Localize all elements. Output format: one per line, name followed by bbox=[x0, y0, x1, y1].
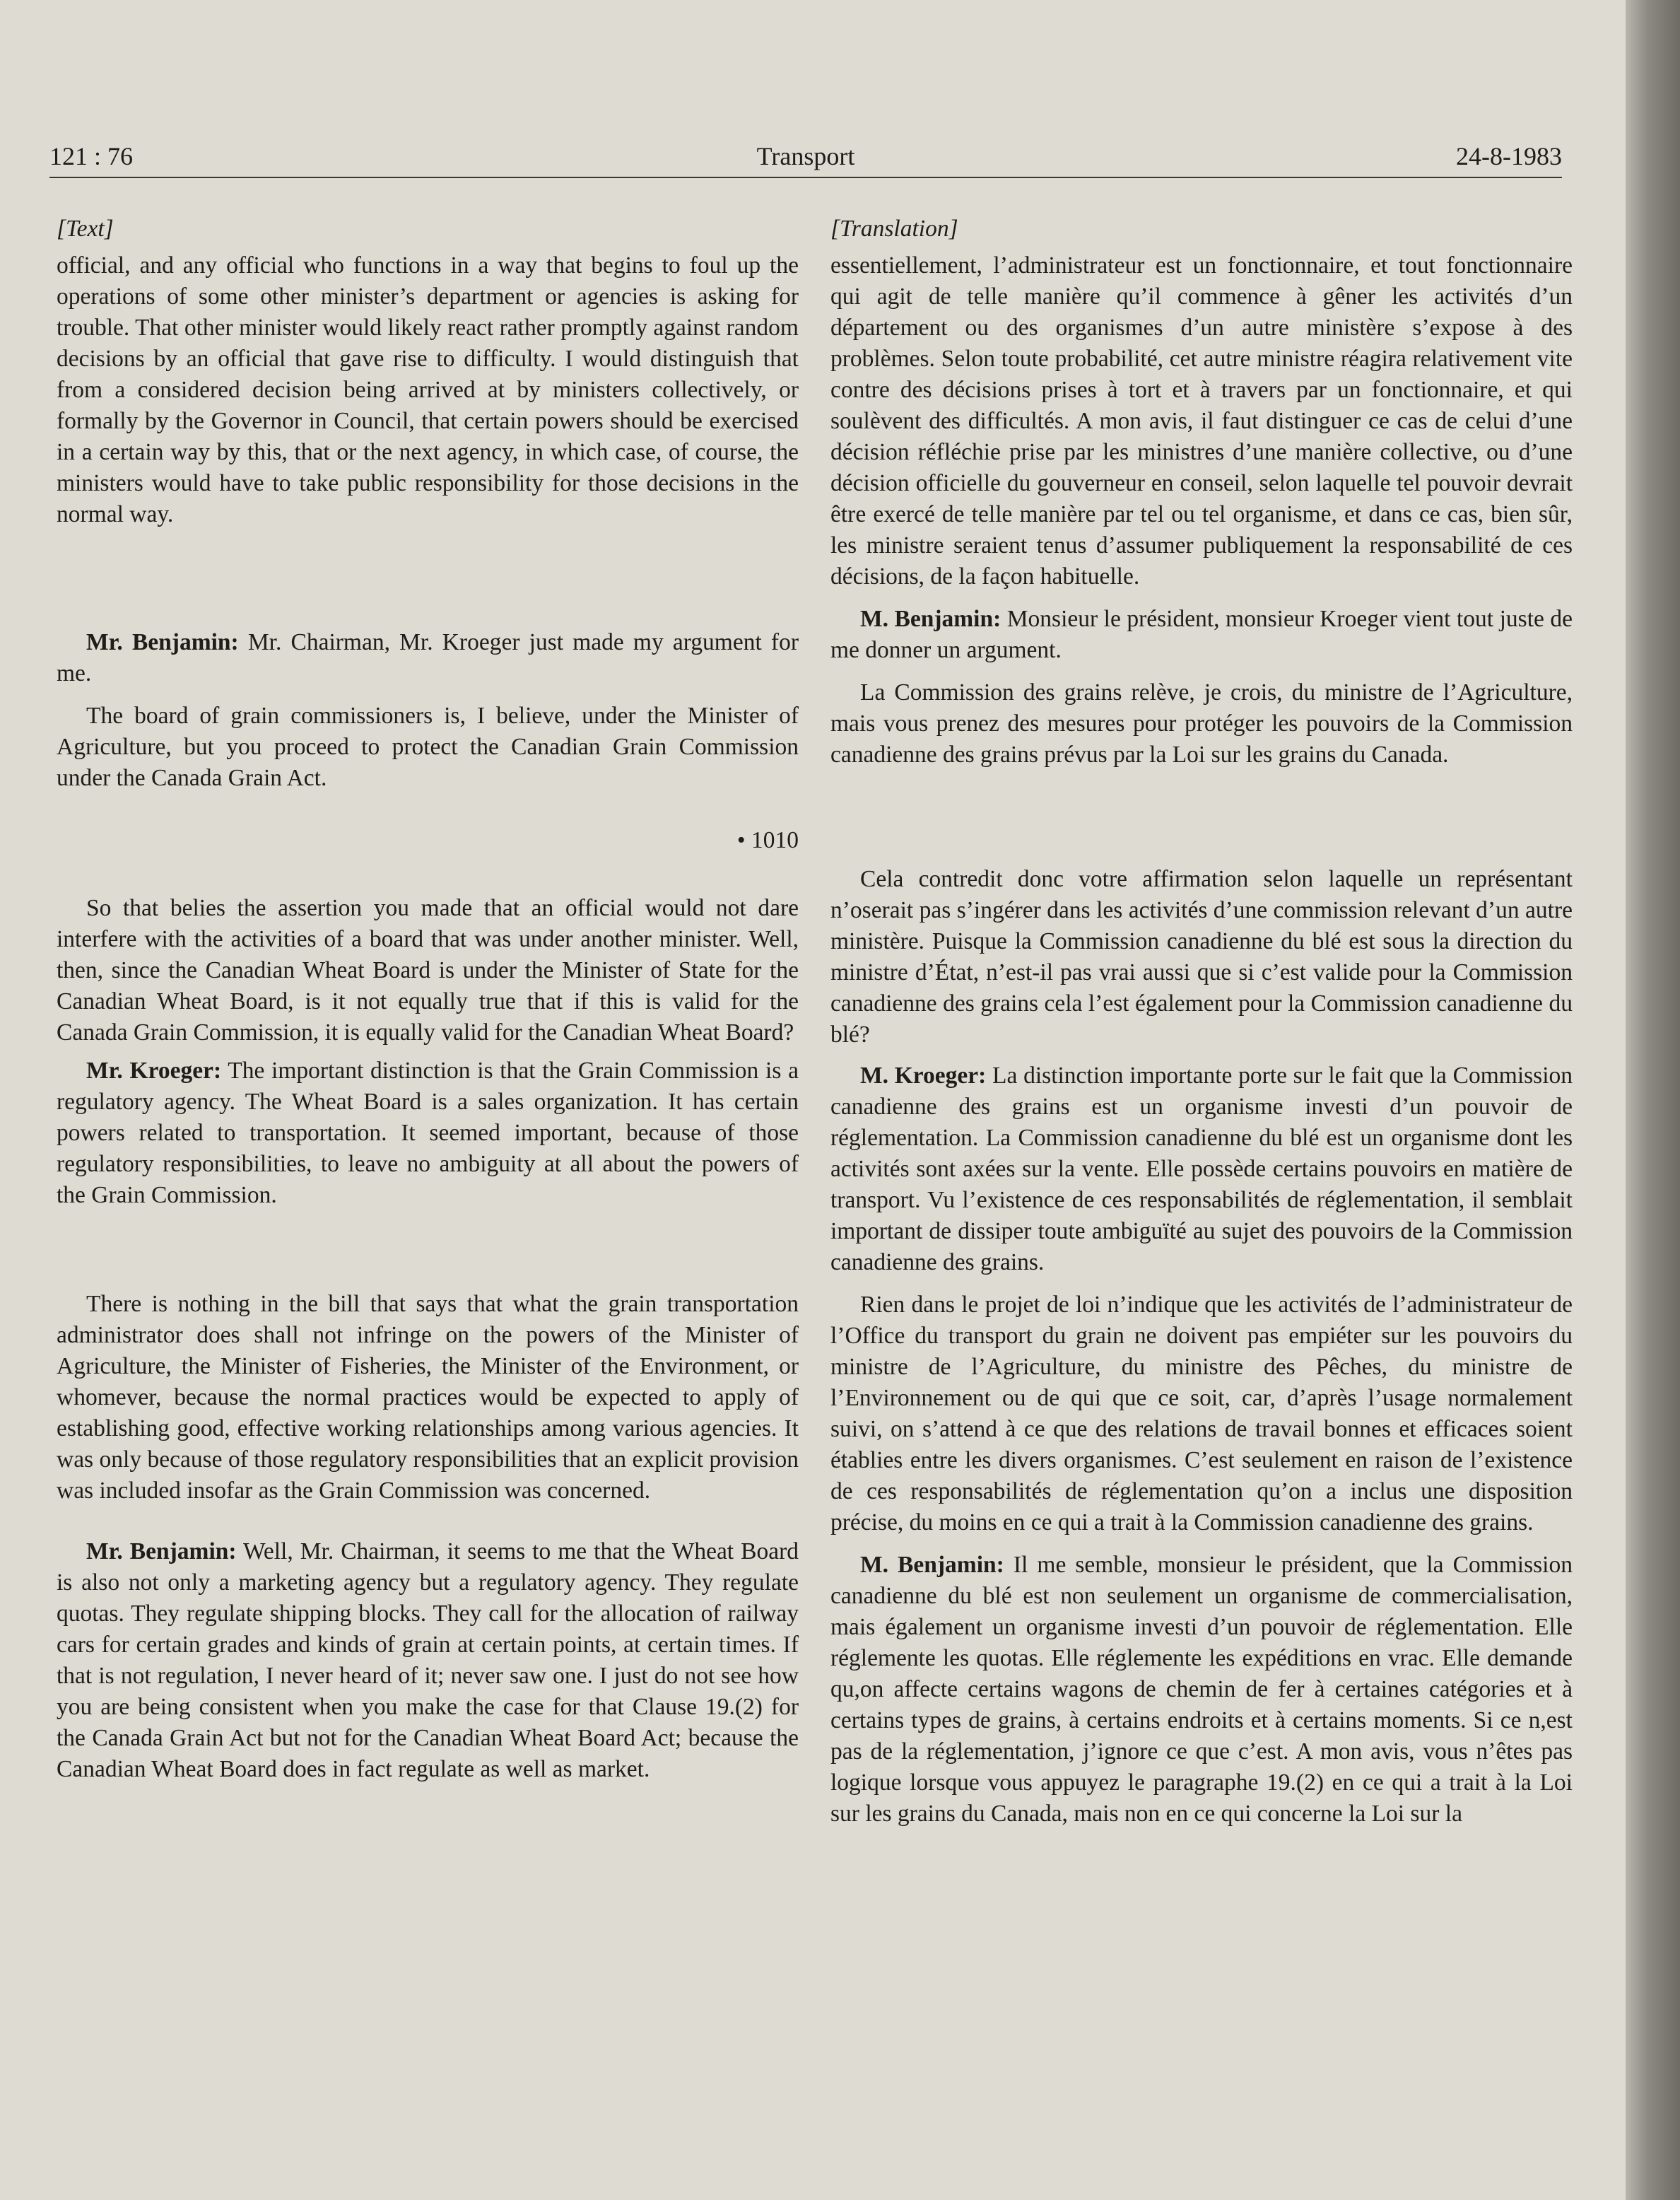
speaker-paragraph bbox=[57, 1536, 799, 1785]
speech-text: Il me semble, monsieur le président, que la Commission canadienne du blé est non seulement un organisme de commercialisation, mais également un organisme investi d’un pouvoir de réglementation. Elle réglemente les quotas. Elle réglemente les expéditions en vrac. Elle demande qu,on affecte certains wagons de chemin de fer à certaines catégories et à certains types de grains, à certains endroits et à certains moments. Si ce n,est pas de la réglementation, j’ignore ce que c’est. A mon avis, vous n’êtes pas logique lorsque vous appuyez le paragraphe 19.(2) en ce qui a trait à la Loi sur les grains du Canada, mais non en ce qui concerne la Loi sur la bbox=[830, 1552, 1573, 1827]
column-label: [Text] bbox=[57, 216, 114, 242]
page-date: 24-8-1983 bbox=[1456, 142, 1562, 170]
binding-edge bbox=[1626, 0, 1680, 2200]
time-marker: • 1010 bbox=[736, 827, 799, 853]
speaker-paragraph bbox=[830, 1550, 1573, 1830]
speaker-paragraph bbox=[830, 1060, 1573, 1278]
paragraph: The board of grain commissioners is, I believe, under the Minister of Agriculture, but you proceed to protect the Canadian Grain Commission under the Canada Grain Act. bbox=[57, 703, 799, 791]
speaker-name: Mr. Benjamin: bbox=[86, 629, 239, 655]
speech-text: Mr. Chairman, Mr. Kroeger just made my argument for me. bbox=[57, 629, 799, 686]
paragraph: official, and any official who functions in a way that begins to foul up the operations of some other minister’s department or agencies is asking for trouble. That other minister would likely react rather promptly against random decisions by an official that gave rise to difficulty. I would distinguish that from a considered decision being arrived at by ministers collectively, or formally by the Governor in Council, that certain powers should be exercised in a certain way by this, that or the next agency, in which case, of course, the ministers would have to take public responsibility for those decisions in the normal way. bbox=[57, 252, 799, 527]
speaker-paragraph bbox=[830, 604, 1573, 666]
speaker-name: M. Kroeger: bbox=[860, 1063, 987, 1089]
speech-text: The important distinction is that the Grain Commission is a regulatory agency. The Wheat Board is a sales organization. It has certain powers related to transportation. It seemed important, because of those regulatory responsibilities, to leave no ambiguity at all about the powers of the Grain Commission. bbox=[57, 1058, 799, 1208]
speech-text: Monsieur le président, monsieur Kroeger vient tout juste de me donner un argument. bbox=[830, 606, 1573, 663]
paragraph: Rien dans le projet de loi n’indique que les activités de l’administrateur de l’Office du transport du grain ne doivent pas empiéter sur les pouvoirs du ministre de l’Agriculture, du ministre des Pêches, du ministre de l’Environnement ou de qui que ce soit, car, d’après l’usage normalement suivi, on s’attend à ce que des relations de travail bonnes et efficaces soient établies entre les divers organismes. C’est seulement en raison de l’existence de ces responsabilités de réglementation qu’on a inclus une disposition précise, du moins en ce qui a trait à la Commission canadienne des grains. bbox=[830, 1292, 1573, 1535]
page-title: Transport bbox=[756, 142, 855, 170]
paragraph: So that belies the assertion you made that an official would not dare interfere with the activities of a board that was under another minister. Well, then, since the Canadian Wheat Board is under the Minister of State for the Canadian Wheat Board, is it not equally true that if this is valid for the Canada Grain Commission, it is equally valid for the Canadian Wheat Board? bbox=[57, 895, 799, 1046]
speaker-name: Mr. Benjamin: bbox=[86, 1538, 237, 1564]
speech-text: La distinction importante porte sur le fait que la Commission canadienne des grains est un organisme investi d’un pouvoir de réglementation. La Commission canadienne du blé est un organisme dont les activités sont axées sur la vente. Elle possède certains pouvoirs en matière de transport. Vu l’existence de ces responsabilités de réglementation, il semblait important de dissiper toute ambiguïté au sujet des pouvoirs de la Commission canadienne des grains. bbox=[830, 1063, 1573, 1275]
paragraph: There is nothing in the bill that says that what the grain transportation administrator does shall not infringe on the powers of the Minister of Agriculture, the Minister of Fisheries, the Minister of the Environment, or whomever, because the normal practices would be expected to apply of establishing good, effective working relationships among various agencies. It was only because of those regulatory responsibilities that an explicit provision was included insofar as the Grain Commission was concerned. bbox=[57, 1291, 799, 1504]
speech-text: Well, Mr. Chairman, it seems to me that the Wheat Board is also not only a marketing agency but a regulatory agency. They regulate quotas. They regulate shipping blocks. They call for the allocation of railway cars for certain grades and kinds of grain at certain points, at certain times. If that is not regulation, I never heard of it; never saw one. I just do not see how you are being consistent when you make the case for that Clause 19.(2) for the Canada Grain Act but not for the Canadian Wheat Board Act; because the Canadian Wheat Board does in fact regulate as well as market. bbox=[57, 1538, 799, 1782]
speaker-paragraph bbox=[57, 1055, 799, 1211]
column-label: [Translation] bbox=[830, 216, 958, 242]
speaker-paragraph bbox=[57, 627, 799, 689]
french-column bbox=[830, 213, 1573, 1830]
paragraph: La Commission des grains relève, je crois, du ministre de l’Agriculture, mais vous prenez des mesures pour protéger les pouvoirs de la Commission canadienne des grains prévus par la Loi sur les grains du Canada. bbox=[830, 679, 1573, 768]
paragraph: Cela contredit donc votre affirmation selon laquelle un représentant n’oserait pas s’ingérer dans les activités d’une commission relevant d’un autre ministère. Puisque la Commission canadienne du blé est sous la direction du ministre d’État, n’est-il pas vrai aussi que si c’est valide pour la Commission canadienne des grains cela l’est également pour la Commission canadienne du blé? bbox=[830, 866, 1573, 1048]
page-number: 121 : 76 bbox=[49, 142, 134, 170]
page-header bbox=[49, 141, 1562, 178]
speaker-name: M. Benjamin: bbox=[860, 606, 1001, 632]
english-column bbox=[57, 213, 799, 1785]
header-rule bbox=[49, 177, 1562, 178]
speaker-name: M. Benjamin: bbox=[860, 1552, 1004, 1578]
speaker-name: Mr. Kroeger: bbox=[86, 1058, 222, 1084]
paragraph: essentiellement, l’administrateur est un fonctionnaire, et tout fonctionnaire qui agit de telle manière qu’il commence à gêner les activités d’un département ou des organismes d’un autre ministère s’expose à des problèmes. Selon toute probabilité, cet autre ministre réagira relativement vite contre des décisions prises à tort et à travers par un fonctionnaire, et qui soulèvent des difficultés. A mon avis, il faut distinguer ce cas de celui d’une décision réfléchie prise par les ministres d’une manière collective, ou d’une décision officielle du gouverneur en conseil, selon laquelle tel pouvoir devrait être exercé de telle manière par tel ou tel organisme, et dans ce cas, bien sûr, les ministre seraient tenus d’assumer publiquement la responsabilité de ces décisions, de la façon habituelle. bbox=[830, 252, 1573, 590]
